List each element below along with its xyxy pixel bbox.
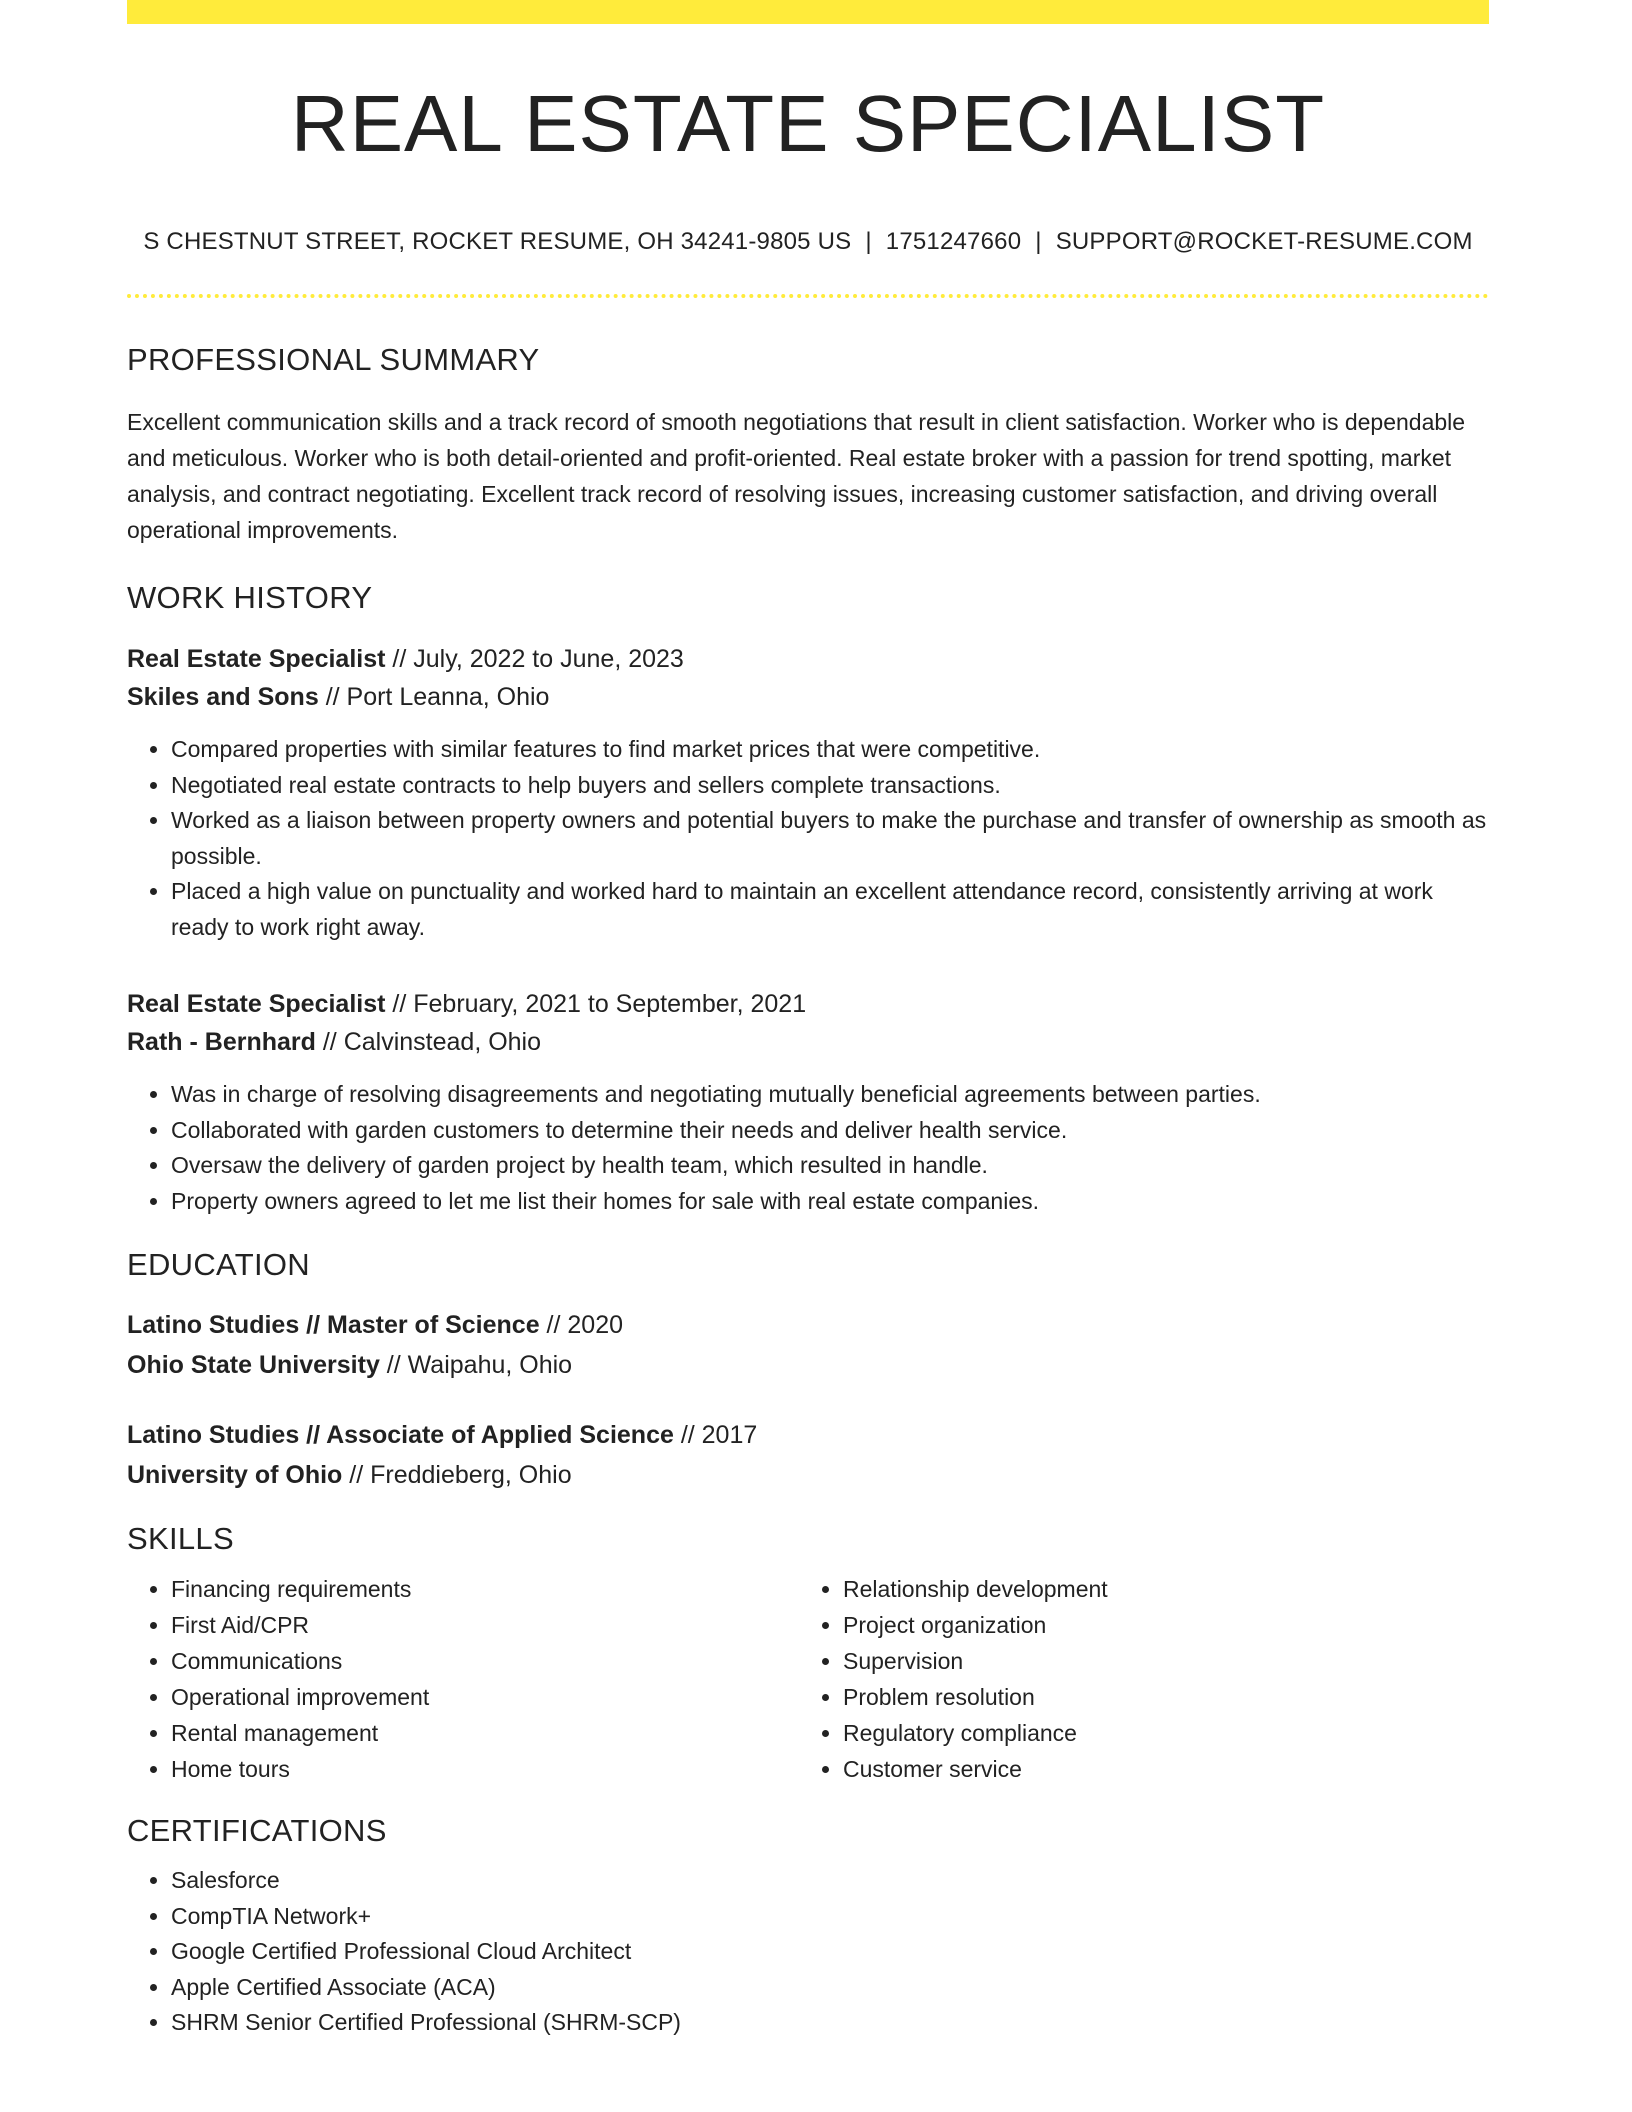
job-role-line [127,640,1489,678]
contact-email: SUPPORT@ROCKET-RESUME.COM [1055,228,1473,255]
job-bullet: • Property owners agreed to let me list their homes for sale with real estate companies. [171,1184,1489,1220]
job-dates: // July, 2022 to June, 2023 [385,645,684,673]
certification-item: • Google Certified Professional Cloud Architect [171,1934,1489,1970]
education-location: // Waipahu, Ohio [379,1351,573,1379]
education-school: Ohio State University [127,1351,380,1379]
job-bullet: • Was in charge of resolving disagreements and negotiating mutually beneficial agreements between parties. [171,1077,1489,1113]
skill-item: • Operational improvement [171,1679,799,1715]
summary-text: Excellent communication skills and a track record of smooth negotiations that result in client satisfaction. Worker who is dependable and meticulous. Worker who is both detail-oriented and profit-oriented. Real estate broker with a passion for trend spotting, market analysis, and contract negotiating. Excellent track record of resolving issues, increasing customer satisfaction, and driving overall operational improvements. [127,409,1466,543]
resume-name: REAL ESTATE SPECIALIST [290,79,1326,168]
contact-address: S CHESTNUT STREET, ROCKET RESUME, OH 34241-9805 US [143,228,852,255]
job-entry [127,640,1489,945]
job-bullets [127,1077,1489,1219]
job-dates: // February, 2021 to September, 2021 [385,990,807,1018]
section-title-skills: SKILLS [127,1521,234,1556]
certification-item: • Salesforce [171,1863,1489,1899]
contact-phone: 1751247660 [885,228,1022,255]
education-entry [127,1305,1489,1385]
contact-line [127,228,1489,256]
job-role: Real Estate Specialist [127,645,386,673]
education-degree: Latino Studies // Associate of Applied Science [127,1421,674,1449]
job-entry [127,985,1489,1219]
job-company: Rath - Bernhard [127,1028,316,1056]
education-degree: Latino Studies // Master of Science [127,1311,540,1339]
skills-list [127,1571,799,1787]
job-location: // Calvinstead, Ohio [315,1028,542,1056]
job-location: // Port Leanna, Ohio [318,683,550,711]
education-school: University of Ohio [127,1461,343,1489]
skill-item: • Customer service [843,1751,1471,1787]
job-bullet: • Placed a high value on punctuality and worked hard to maintain an excellent attendance record, consistently arriving at work ready to work right away. [171,874,1489,945]
certifications-list [127,1863,1489,2041]
section-title-certifications: CERTIFICATIONS [127,1813,387,1848]
skills-list [799,1571,1471,1787]
job-bullet: • Compared properties with similar features to find market prices that were competitive. [171,732,1489,768]
job-bullet: • Oversaw the delivery of garden project by health team, which resulted in handle. [171,1148,1489,1184]
accent-bar [127,0,1489,24]
education-school-line [127,1455,1489,1495]
education-degree-line [127,1305,1489,1345]
skills-column-right [799,1571,1471,1787]
certification-item: • CompTIA Network+ [171,1899,1489,1935]
section-title-education: EDUCATION [127,1247,310,1282]
certifications-block [127,1863,1489,2041]
education-school-line [127,1345,1489,1385]
section-title-work-history: WORK HISTORY [127,580,373,615]
job-bullets [127,732,1489,945]
skill-item: • Rental management [171,1715,799,1751]
skill-item: • Supervision [843,1643,1471,1679]
skill-item: • Home tours [171,1751,799,1787]
job-bullet: • Collaborated with garden customers to determine their needs and deliver health service. [171,1113,1489,1149]
education-entry [127,1415,1489,1495]
skill-item: • Financing requirements [171,1571,799,1607]
skill-item: • Relationship development [843,1571,1471,1607]
skill-item: • First Aid/CPR [171,1607,799,1643]
skill-item: • Problem resolution [843,1679,1471,1715]
skill-item: • Project organization [843,1607,1471,1643]
certification-item: • Apple Certified Associate (ACA) [171,1970,1489,2006]
certification-item: • SHRM Senior Certified Professional (SHRM-SCP) [171,2005,1489,2041]
section-title-summary: PROFESSIONAL SUMMARY [127,342,540,377]
education-year: // 2020 [539,1311,624,1339]
job-company: Skiles and Sons [127,683,319,711]
resume-page [127,0,1489,2041]
dotted-divider [127,294,1489,298]
skill-item: • Regulatory compliance [843,1715,1471,1751]
education-degree-line [127,1415,1489,1455]
job-bullet: • Worked as a liaison between property owners and potential buyers to make the purchase and transfer of ownership as smooth as possible. [171,803,1489,874]
contact-separator: | [865,228,872,255]
job-role-line [127,985,1489,1023]
job-bullet: • Negotiated real estate contracts to help buyers and sellers complete transactions. [171,768,1489,804]
job-company-line [127,678,1489,716]
skills-column-left [127,1571,799,1787]
job-role: Real Estate Specialist [127,990,386,1018]
contact-separator: | [1035,228,1042,255]
education-location: // Freddieberg, Ohio [342,1461,572,1489]
education-year: // 2017 [673,1421,758,1449]
skills-columns [127,1571,1489,1787]
skill-item: • Communications [171,1643,799,1679]
job-company-line [127,1023,1489,1061]
